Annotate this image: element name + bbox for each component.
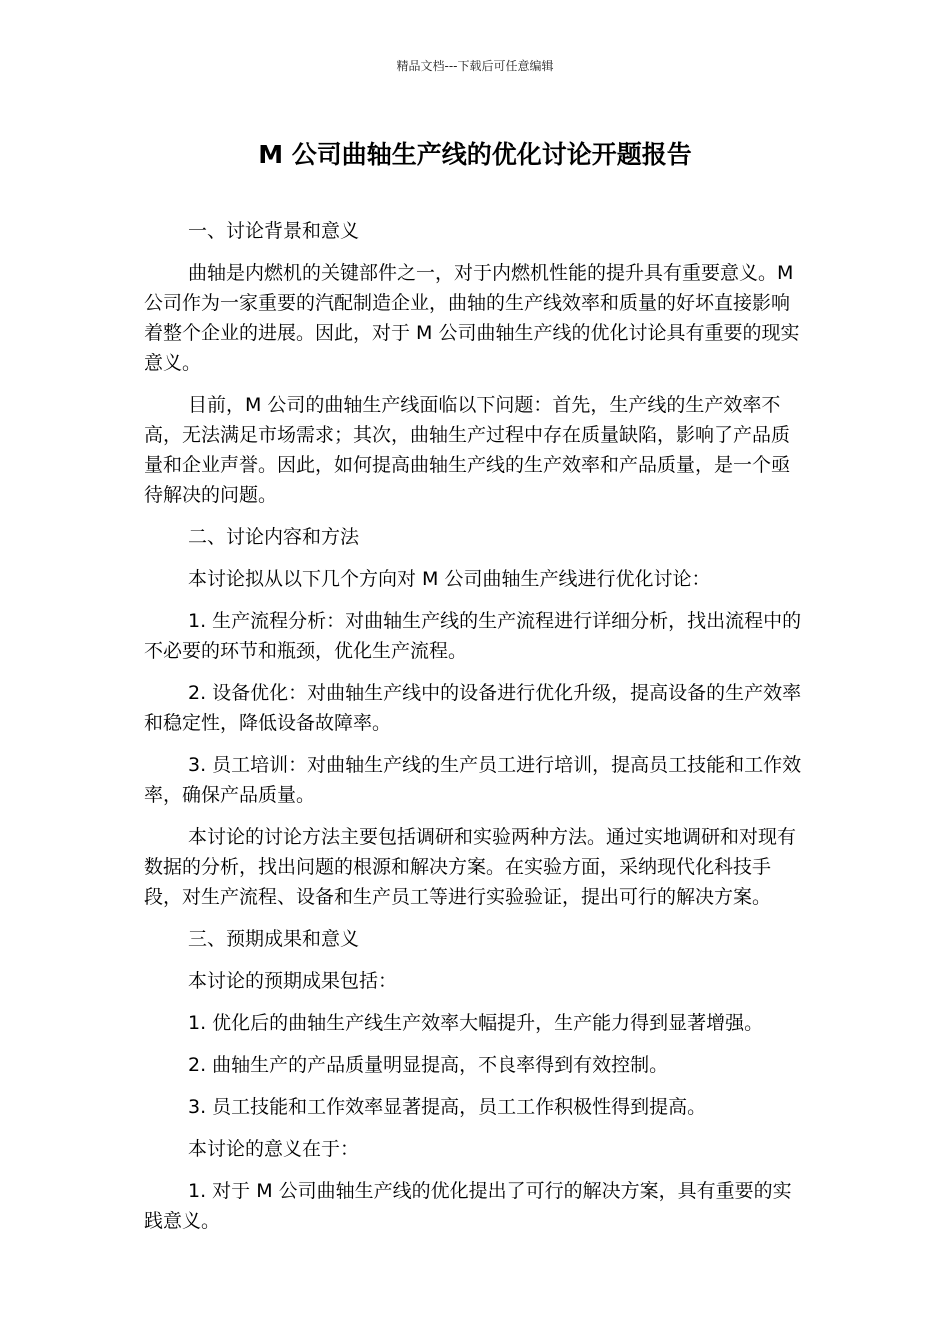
header-note: 精品文档---下载后可任意编辑 (396, 59, 554, 73)
paragraph-background: 曲轴是内燃机的关键部件之一，对于内燃机性能的提升具有重要意义。M 公司作为一家重要的汽配制造企业，曲轴的生产线效率和质量的好坏直接影响着整个企业的进展。因此，对于 M 公司曲轴生产线的优化讨论具有重要的现实意义。 (144, 262, 800, 374)
list-item-result-quality: 2. 曲轴生产的产品质量明显提高，不良率得到有效控制。 (188, 1054, 669, 1076)
document-body (144, 216, 808, 1248)
list-item-result-staff: 3. 员工技能和工作效率显著提高，员工工作积极性得到提高。 (188, 1096, 707, 1118)
paragraph-significance-intro: 本讨论的意义在于： (188, 1138, 360, 1160)
list-item-result-efficiency: 1. 优化后的曲轴生产线生产效率大幅提升，生产能力得到显著增强。 (188, 1012, 764, 1034)
list-item-staff-training: 3. 员工培训：对曲轴生产线的生产员工进行培训，提高员工技能和工作效率，确保产品质量。 (144, 754, 802, 806)
paragraph-problems: 目前，M 公司的曲轴生产线面临以下问题：首先，生产线的生产效率不高，无法满足市场需求；其次，曲轴生产过程中存在质量缺陷，影响了产品质量和企业声誉。因此，如何提高曲轴生产线的生产效率和产品质量，是一个亟待解决的问题。 (144, 394, 791, 506)
section-heading-2: 二、讨论内容和方法 (188, 526, 360, 548)
paragraph-methods: 本讨论的讨论方法主要包括调研和实验两种方法。通过实地调研和对现有数据的分析，找出问题的根源和解决方案。在实验方面，采纳现代化科技手段，对生产流程、设备和生产员工等进行实验验证，提出可行的解决方案。 (144, 826, 797, 908)
paragraph-results-intro: 本讨论的预期成果包括： (188, 970, 398, 992)
list-item-process-analysis: 1. 生产流程分析：对曲轴生产线的生产流程进行详细分析，找出流程中的不必要的环节和瓶颈，优化生产流程。 (144, 610, 802, 662)
document-title: M 公司曲轴生产线的优化讨论开题报告 (258, 140, 692, 169)
list-item-equipment-optimization: 2. 设备优化：对曲轴生产线中的设备进行优化升级，提高设备的生产效率和稳定性，降低设备故障率。 (144, 682, 802, 734)
paragraph-directions-intro: 本讨论拟从以下几个方向对 M 公司曲轴生产线进行优化讨论： (188, 568, 711, 590)
section-heading-3: 三、预期成果和意义 (188, 928, 360, 950)
section-heading-1: 一、讨论背景和意义 (188, 220, 360, 242)
list-item-significance-practice: 1. 对于 M 公司曲轴生产线的优化提出了可行的解决方案，具有重要的实践意义。 (144, 1180, 792, 1232)
